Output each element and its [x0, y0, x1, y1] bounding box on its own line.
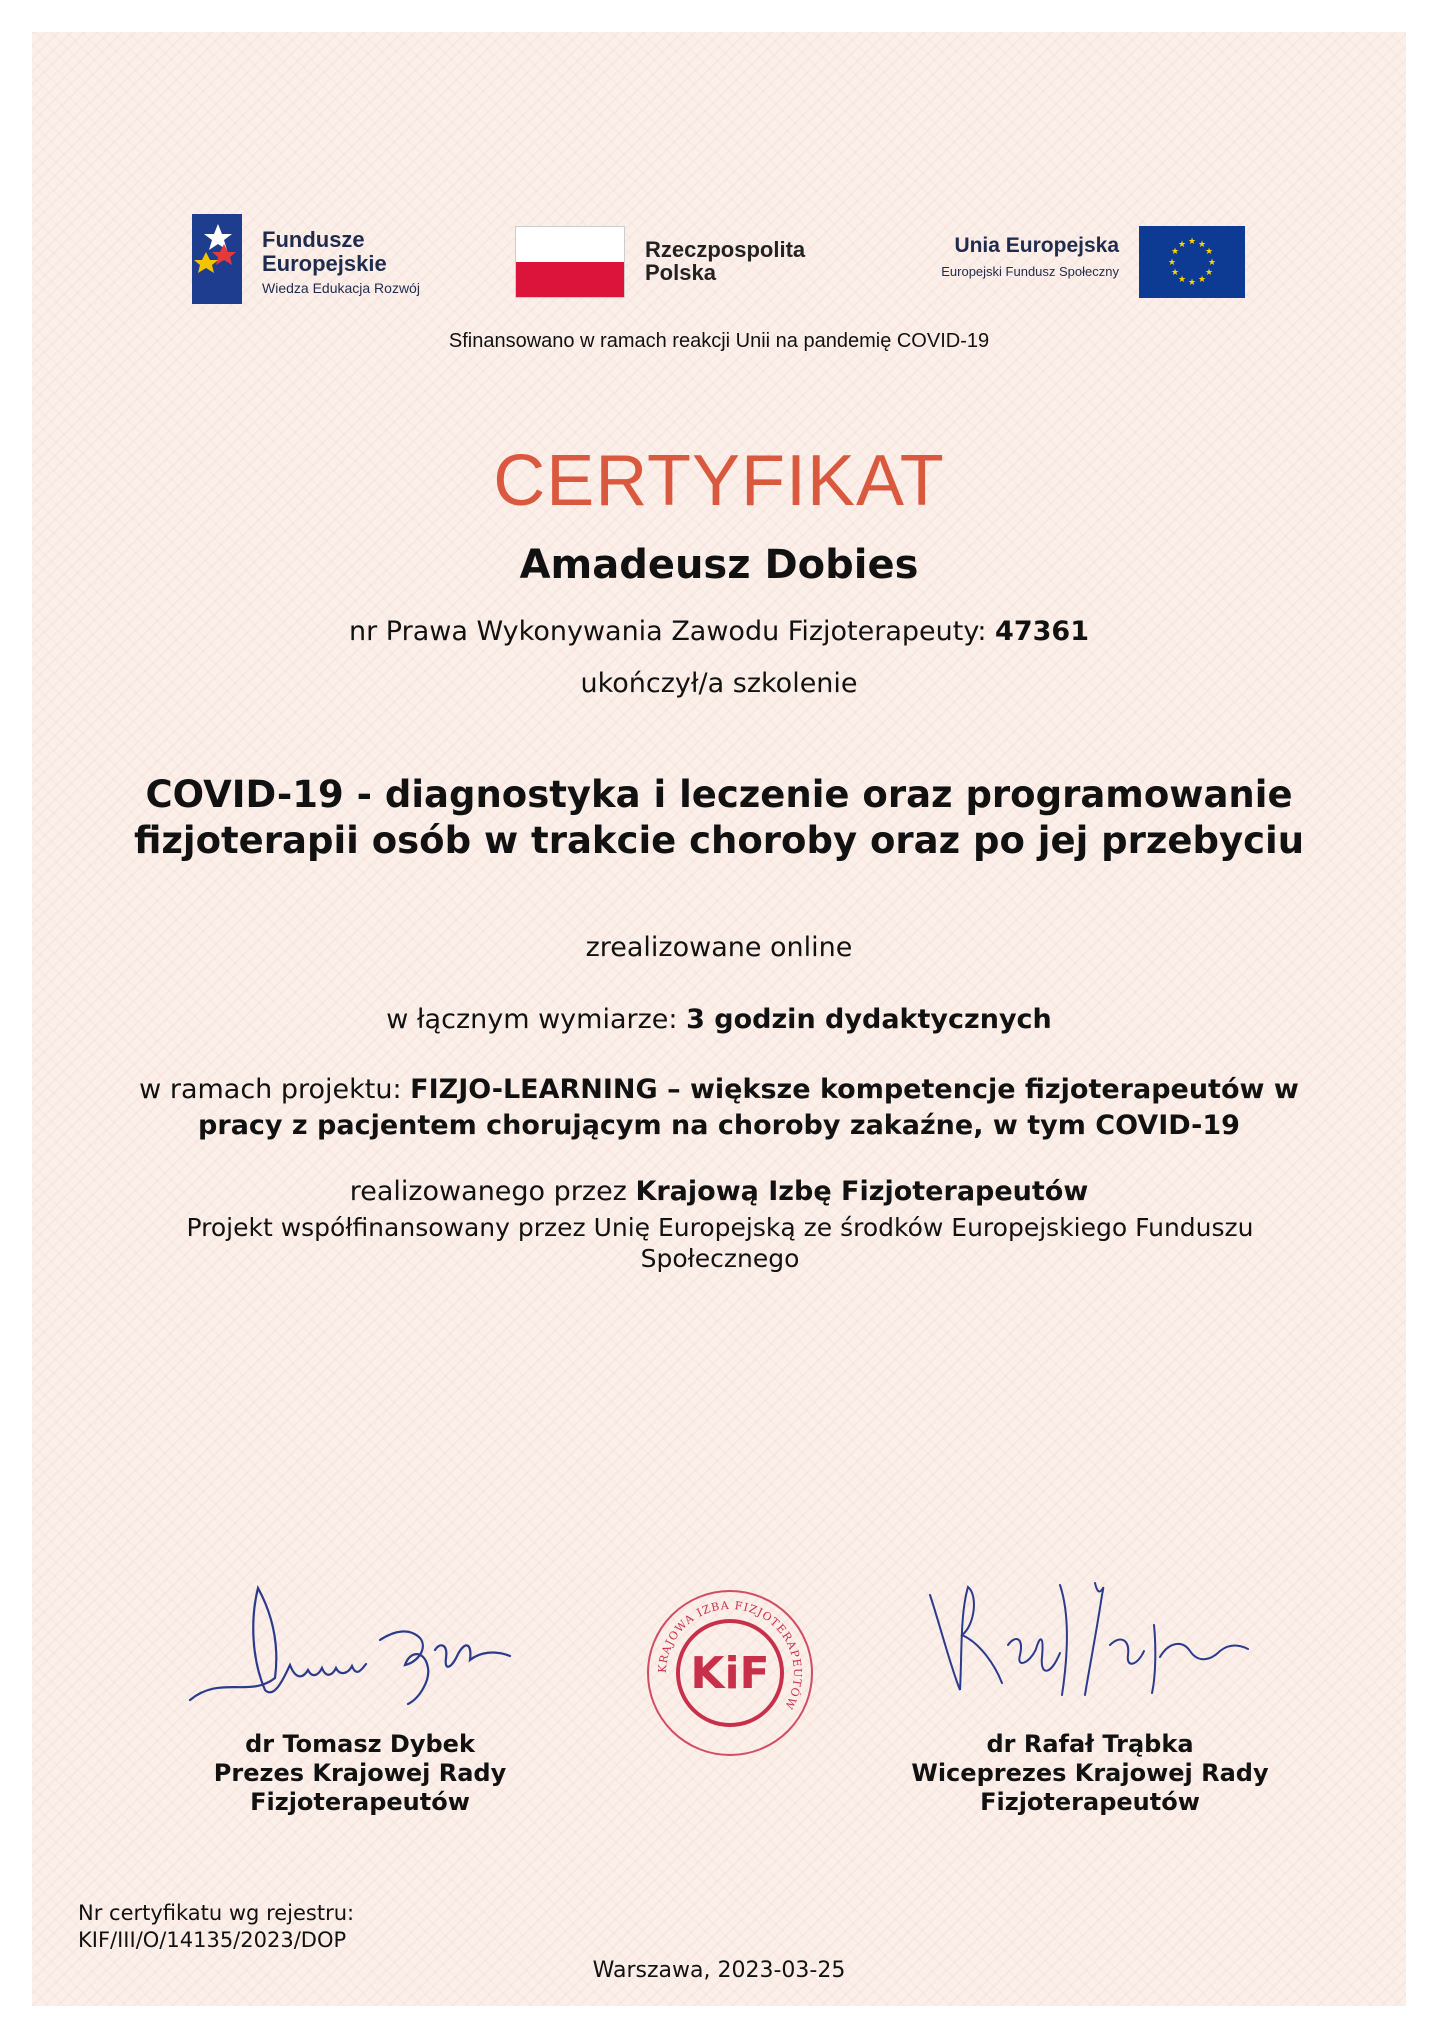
signature-right: [920, 1565, 1250, 1710]
course-line1: COVID-19 - diagnostyka i leczenie oraz programowanie: [145, 773, 1293, 816]
registry-label: Nr certyfikatu wg rejestru:: [78, 1901, 355, 1925]
course-line2: fizjoterapii osób w trakcie choroby oraz po jej przebyciu: [133, 819, 1305, 862]
completed-text: ukończył/a szkolenie: [580, 668, 858, 699]
kif-stamp: [645, 1588, 815, 1758]
hours-label: w łącznym wymiarze:: [386, 1004, 687, 1035]
funding-note: Sfinansowano w ramach reakcji Unii na pandemię COVID-19: [448, 330, 990, 352]
unia-europejska-logo: [880, 226, 1245, 300]
svg-text:★: ★: [1187, 278, 1197, 288]
rp-line2: Polska: [645, 260, 716, 285]
realized-label: realizowanego przez: [349, 1176, 636, 1207]
signer-right-name: dr Rafał Trąbka: [986, 1730, 1194, 1758]
signer-right-role1: Wiceprezes Krajowej Rady: [911, 1759, 1269, 1787]
registry-info: [78, 1900, 354, 1954]
svg-text:★: ★: [1207, 258, 1217, 268]
project-line1: FIZJO-LEARNING – większe kompetencje fizjoterapeutów w: [410, 1074, 1299, 1105]
signer-right-role2: Fizjoterapeutów: [980, 1788, 1200, 1816]
license-label: nr Prawa Wykonywania Zawodu Fizjoterapeuty:: [349, 616, 996, 647]
ue-subtitle: Europejski Fundusz Społeczny: [941, 264, 1119, 279]
svg-text:★: ★: [1177, 240, 1187, 250]
project-line: [32, 1072, 1406, 1144]
license-number: 47361: [995, 616, 1089, 647]
fundusze-name-line2: Europejskie: [262, 251, 387, 276]
place-date: Warszawa, 2023-03-25: [592, 1958, 846, 1983]
svg-text:★: ★: [1170, 268, 1180, 278]
svg-text:★: ★: [1204, 268, 1214, 278]
project-label: w ramach projektu:: [139, 1074, 411, 1105]
registry-number: KIF/III/O/14135/2023/DOP: [78, 1928, 347, 1952]
stamp-ring-text: KRAJOWA IZBA FIZJOTERAPEUTÓW: [655, 1598, 805, 1712]
signer-left-role1: Prezes Krajowej Rady: [213, 1759, 507, 1787]
svg-text:★: ★: [1197, 240, 1207, 250]
holder-name: Amadeusz Dobies: [519, 542, 919, 588]
signer-right: [890, 1730, 1290, 1817]
eu-flag-icon: [1139, 226, 1245, 298]
signer-left: [170, 1730, 550, 1817]
rzeczpospolita-polska-logo: [515, 226, 835, 300]
svg-text:★: ★: [1177, 275, 1187, 285]
course-title: [32, 772, 1406, 864]
hours-value: 3 godzin dydaktycznych: [686, 1004, 1052, 1035]
svg-text:★: ★: [1187, 237, 1197, 247]
certificate-title: CERTYFIKAT: [493, 441, 945, 521]
course-mode: zrealizowane online: [585, 932, 853, 963]
svg-text:★: ★: [1167, 258, 1177, 268]
fundusze-name-line1: Fundusze: [262, 227, 365, 252]
cofinanced-note: Projekt współfinansowany przez Unię Europejską ze środków Europejskiego Funduszu Społecznego: [186, 1213, 1254, 1273]
fundusze-subtitle: Wiedza Edukacja Rozwój: [262, 280, 420, 296]
ue-name: Unia Europejska: [954, 234, 1119, 257]
rp-line1: Rzeczpospolita: [645, 237, 806, 262]
license-line: [32, 616, 1406, 647]
fundusze-europejskie-icon: [192, 210, 244, 306]
fundusze-europejskie-logo: [192, 210, 452, 310]
signer-left-name: dr Tomasz Dybek: [245, 1730, 475, 1758]
svg-text:★: ★: [1170, 247, 1180, 257]
polish-flag-icon: [515, 226, 625, 298]
signer-left-role2: Fizjoterapeutów: [250, 1788, 470, 1816]
signature-left: [180, 1580, 530, 1710]
kif-logo-icon: KiF: [690, 1648, 770, 1699]
svg-text:★: ★: [1197, 275, 1207, 285]
realized-line: [32, 1176, 1406, 1207]
svg-text:★: ★: [1204, 247, 1214, 257]
hours-line: [32, 1004, 1406, 1035]
realized-by: Krajową Izbę Fizjoterapeutów: [635, 1176, 1089, 1207]
project-line2: pracy z pacjentem chorującym na choroby zakaźne, w tym COVID-19: [198, 1110, 1240, 1141]
